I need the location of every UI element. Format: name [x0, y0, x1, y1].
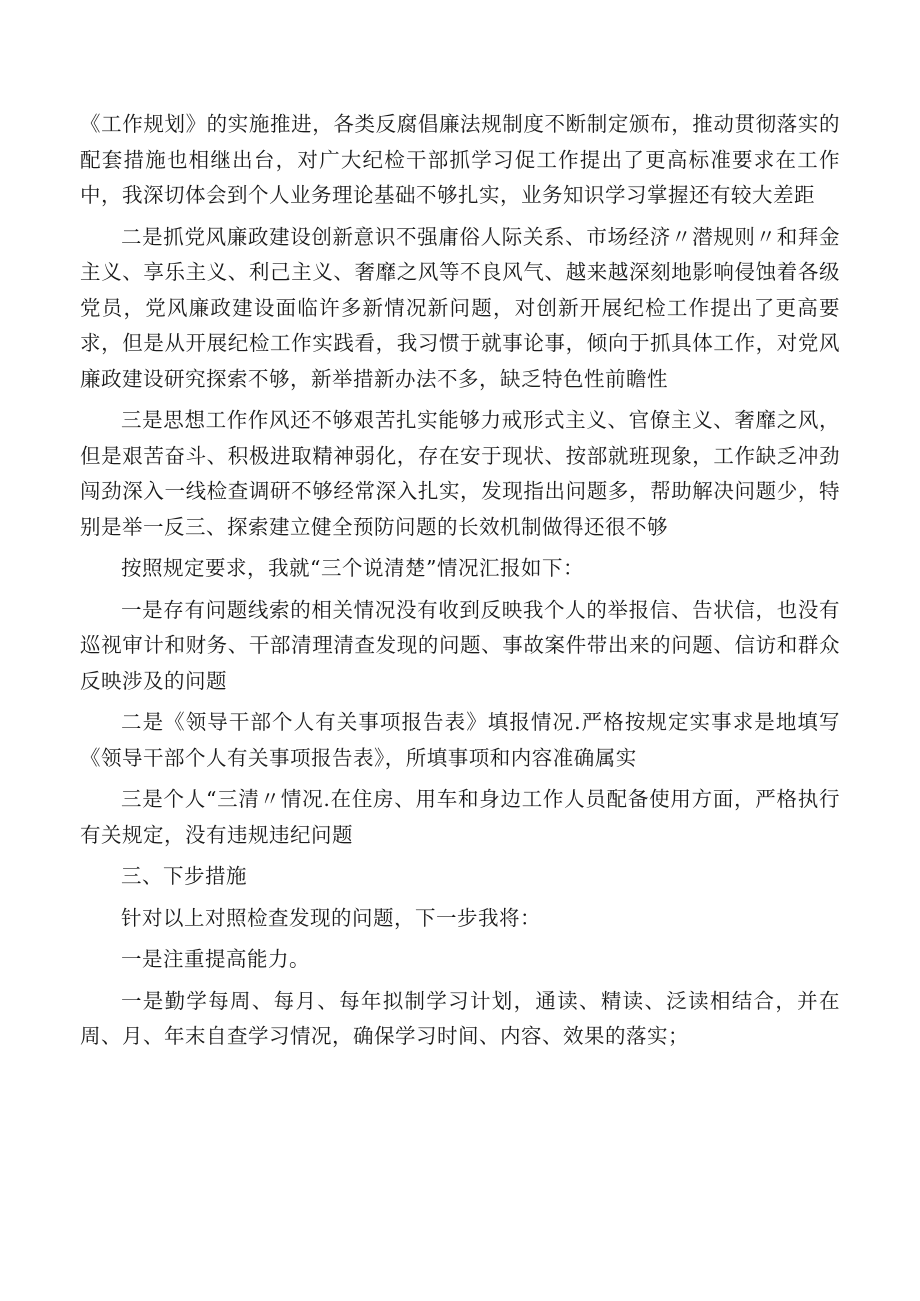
paragraph-3: 三是思想工作作风还不够艰苦扎实能够力戒形式主义、官僚主义、奢靡之风，但是艰苦奋斗、积极进取精神弱化，存在安于现状、按部就班现象，工作缺乏冲劲闯劲深入一线检查调研不够经常深入扎实，发现指出问题多，帮助解决问题少，特别是举一反三、探索建立健全预防问题的长效机制做得还很不够 — [80, 408, 840, 539]
paragraph-6: 二是《领导干部个人有关事项报告表》填报情况.严格按规定实事求是地填写《领导干部个人有关事项报告表》，所填事项和内容准确属实 — [80, 710, 840, 770]
paragraph-10: 一是注重提高能力。 — [121, 947, 310, 971]
paragraph-2: 二是抓党风廉政建设创新意识不强庸俗人际关系、市场经济〃潜规则〃和拜金主义、享乐主义、利己主义、奢靡之风等不良风气、越来越深刻地影响侵蚀着各级党员，党风廉政建设面临许多新情况新问题，对创新开展纪检工作提出了更高要求，但是从开展纪检工作实践看，我习惯于就事论事，倾向于抓具体工作，对党风廉政建设研究探索不够，新举措新办法不多，缺乏特色性前瞻性 — [80, 224, 840, 391]
section-heading: 三、下步措施 — [121, 864, 247, 888]
paragraph-9: 针对以上对照检查发现的问题，下一步我将： — [121, 905, 541, 930]
paragraph-11: 一是勤学每周、每月、每年拟制学习计划，通读、精读、泛读相结合，并在周、月、年末自查学习情况，确保学习时间、内容、效果的落实； — [80, 988, 840, 1048]
paragraph-5: 一是存有问题线索的相关情况没有收到反映我个人的举报信、告状信，也没有巡视审计和财务、干部清理清查发现的问题、事故案件带出来的问题、信访和群众反映涉及的问题 — [80, 597, 840, 693]
paragraph-1: 《工作规划》的实施推进，各类反腐倡廉法规制度不断制定颁布，推动贯彻落实的配套措施也相继出台，对广大纪检干部抓学习促工作提出了更高标准要求在工作中，我深切体会到个人业务理论基础不够扎实，业务知识学习掌握还有较大差距 — [80, 112, 840, 207]
paragraph-7: 三是个人“三清〃情况.在住房、用车和身边工作人员配备使用方面，严格执行有关规定，没有违规违纪问题 — [80, 787, 840, 847]
paragraph-4: 按照规定要求，我就“三个说清楚”情况汇报如下： — [121, 556, 584, 580]
